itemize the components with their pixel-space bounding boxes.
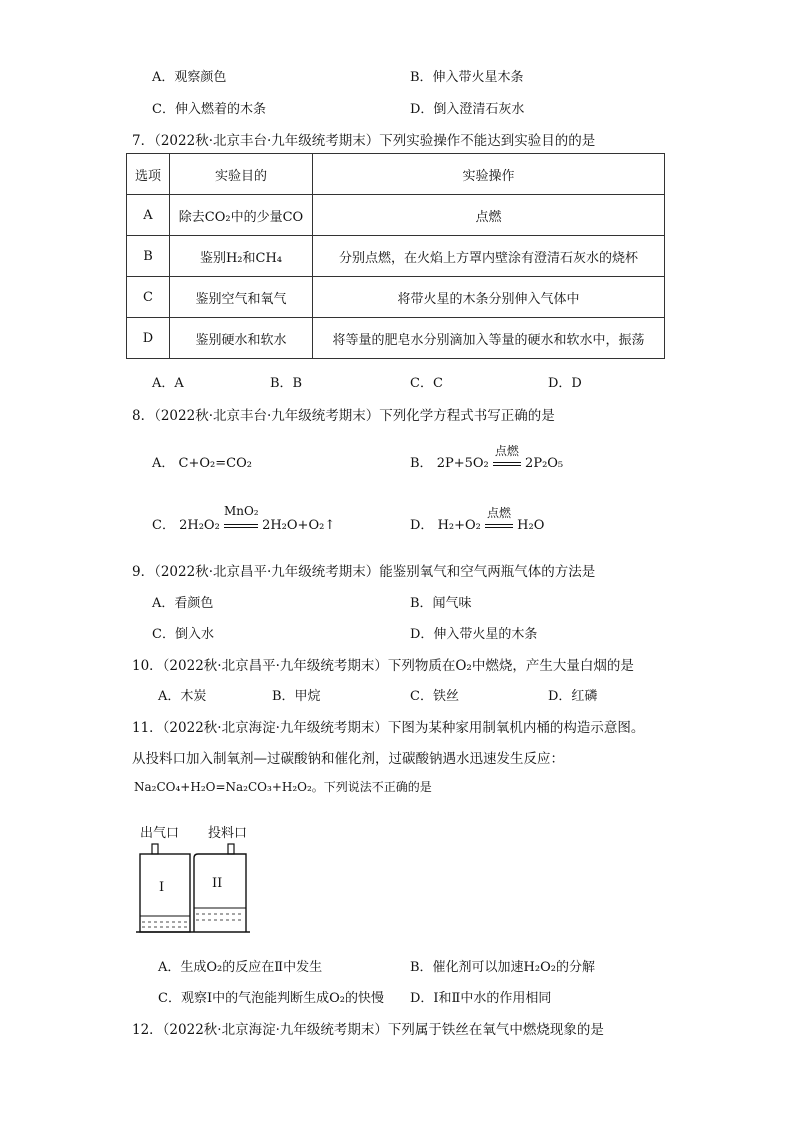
reaction-arrow	[223, 504, 259, 533]
q6-option-a: A．观察颜色	[152, 70, 227, 85]
equation-c-right: 2H₂O+O₂↑	[262, 518, 336, 533]
oxygen-generator-diagram	[136, 840, 254, 936]
q8-option-b	[410, 444, 564, 471]
table-cell: C	[127, 277, 170, 318]
q11-option-d: D．Ⅰ和Ⅱ中水的作用相同	[410, 991, 552, 1006]
q9-option-b: B．闻气味	[410, 596, 472, 611]
equation-b-left: 2P+5O₂	[436, 456, 489, 471]
q7-table	[126, 153, 665, 359]
q7-stem: 7．（2022秋·北京丰台·九年级统考期末）下列实验操作不能达到实验目的的是	[132, 133, 596, 149]
header-cell: 实验操作	[313, 154, 665, 195]
chamber-ii-label: II	[212, 876, 223, 891]
q7-choice-d: D．D	[548, 376, 582, 391]
q10-choice-a: A．木炭	[158, 689, 207, 704]
table-cell: D	[127, 318, 170, 359]
table-cell: 除去CO₂中的少量CO	[170, 195, 313, 236]
q8-option-c	[152, 504, 336, 533]
option-label: C．	[152, 518, 175, 533]
header-cell: 实验目的	[170, 154, 313, 195]
q11-option-c: C．观察Ⅰ中的气泡能判断生成O₂的快慢	[158, 991, 384, 1006]
q11-stem-line3: Na₂CO₄+H₂O=Na₂CO₃+H₂O₂。下列说法不正确的是	[134, 780, 432, 794]
table-cell: 将等量的肥皂水分别滴加入等量的硬水和软水中，振荡	[313, 318, 665, 359]
reaction-arrow	[493, 444, 521, 471]
table-row	[127, 318, 665, 359]
q9-stem: 9．（2022秋·北京昌平·九年级统考期末）能鉴别氧气和空气两瓶气体的方法是	[132, 564, 596, 580]
table-cell: 将带火星的木条分别伸入气体中	[313, 277, 665, 318]
reaction-arrow	[485, 506, 513, 533]
q11-stem-line1: 11．（2022秋·北京海淀·九年级统考期末）下图为某种家用制氧机内桶的构造示意图。	[132, 720, 645, 736]
q8-option-d	[410, 506, 545, 533]
equation-a: C+O₂=CO₂	[178, 456, 252, 471]
q12-stem: 12．（2022秋·北京海淀·九年级统考期末）下列属于铁丝在氧气中燃烧现象的是	[132, 1022, 604, 1038]
table-cell: A	[127, 195, 170, 236]
header-cell: 选项	[127, 154, 170, 195]
outlet-label: 出气口	[140, 826, 180, 841]
q10-choice-b: B．甲烷	[272, 689, 321, 704]
q7-choice-b: B．B	[270, 376, 303, 391]
q9-option-d: D．伸入带火星的木条	[410, 627, 538, 642]
table-header-row	[127, 154, 665, 195]
inlet-label: 投料口	[208, 826, 248, 841]
q8-stem: 8．（2022秋·北京丰台·九年级统考期末）下列化学方程式书写正确的是	[132, 408, 555, 424]
q10-choice-d: D．红磷	[548, 689, 598, 704]
q10-choice-c: C．铁丝	[410, 689, 459, 704]
table-cell: 鉴别空气和氧气	[170, 277, 313, 318]
q6-option-b: B．伸入带火星木条	[410, 70, 524, 85]
table-cell: 鉴别硬水和软水	[170, 318, 313, 359]
table-cell: 鉴别H₂和CH₄	[170, 236, 313, 277]
chamber-i-label: I	[159, 880, 165, 895]
reaction-condition: 点燃	[494, 444, 519, 458]
reaction-condition: MnO₂	[223, 504, 259, 518]
q7-choice-c: C．C	[410, 376, 443, 391]
equation-c-left: 2H₂O₂	[179, 518, 220, 533]
q11-option-b: B．催化剂可以加速H₂O₂的分解	[410, 960, 595, 975]
reaction-condition: 点燃	[487, 506, 512, 520]
equation-d-right: H₂O	[517, 518, 545, 533]
table-row	[127, 195, 665, 236]
q7-choice-a: A．A	[152, 376, 184, 391]
q9-option-a: A．看颜色	[152, 596, 214, 611]
table-row	[127, 236, 665, 277]
option-label: A．	[152, 456, 175, 471]
q9-option-c: C．倒入水	[152, 627, 214, 642]
option-label: D．	[410, 518, 434, 533]
table-cell: 分别点燃，在火焰上方罩内壁涂有澄清石灰水的烧杯	[313, 236, 665, 277]
equation-d-left: H₂+O₂	[437, 518, 481, 533]
q6-option-c: C．伸入燃着的木条	[152, 102, 266, 117]
table-cell: B	[127, 236, 170, 277]
table-row	[127, 277, 665, 318]
q11-option-a: A．生成O₂的反应在Ⅱ中发生	[158, 960, 323, 975]
q10-stem: 10．（2022秋·北京昌平·九年级统考期末）下列物质在O₂中燃烧，产生大量白烟的是	[132, 658, 634, 674]
q6-option-d: D．倒入澄清石灰水	[410, 102, 525, 117]
q11-stem-line2: 从投料口加入制氧剂—过碳酸钠和催化剂，过碳酸钠遇水迅速发生反应：	[132, 751, 564, 767]
option-label: B．	[410, 456, 433, 471]
q8-option-a	[152, 452, 252, 471]
table-cell: 点燃	[313, 195, 665, 236]
equation-b-right: 2P₂O₅	[525, 456, 564, 471]
